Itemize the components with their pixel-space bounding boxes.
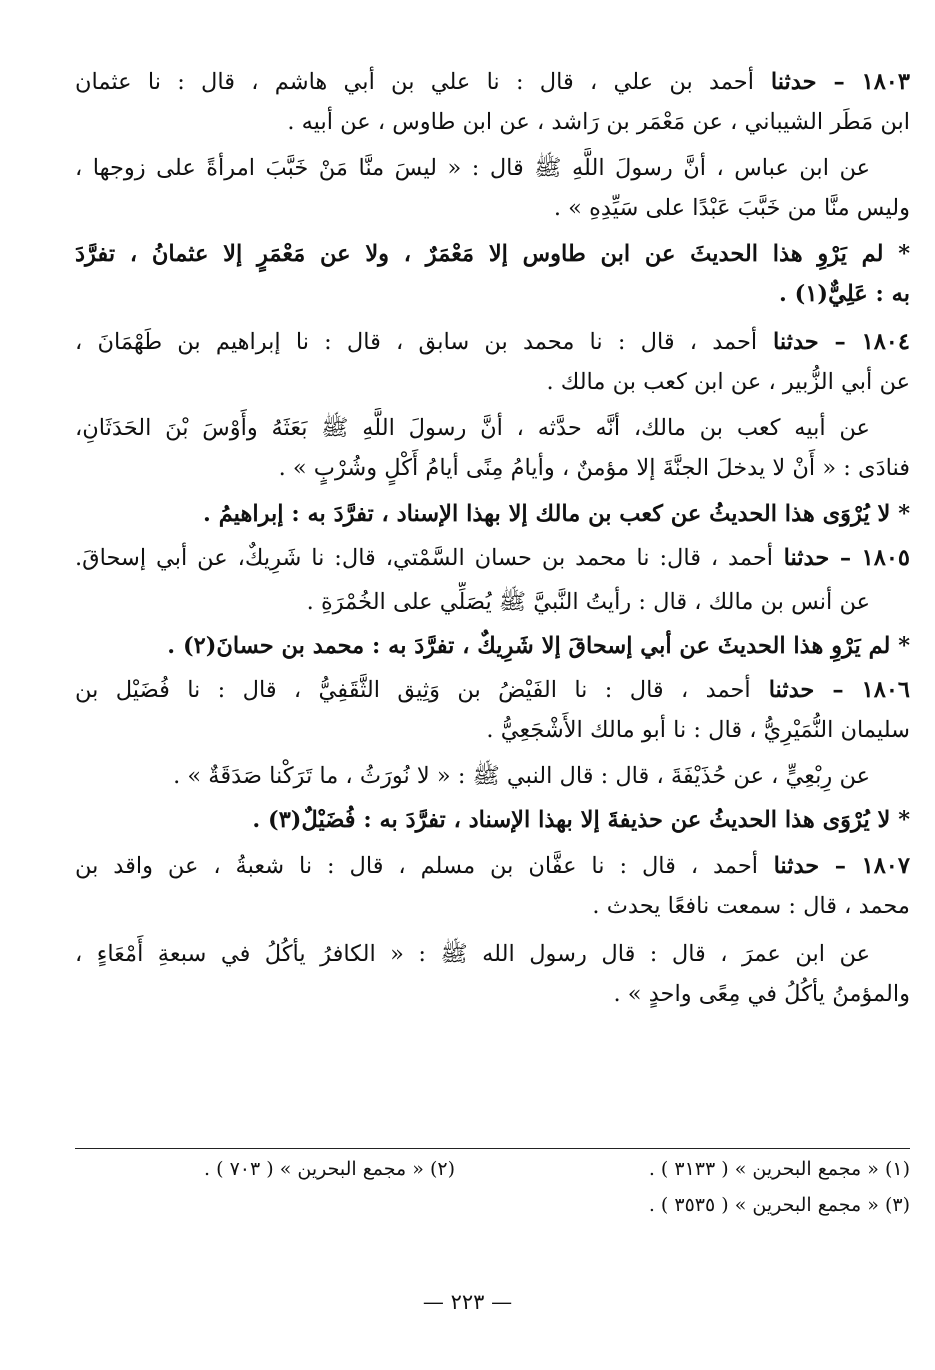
text-line — [75, 448, 910, 488]
line-text: * لم يَرْوِ هذا الحديثَ عن ابن طاوس إلا مَعْمَرٌ ، ولا عن مَعْمَرٍ إلا عثمانُ ، تفرَّدَ — [75, 241, 910, 267]
line-text: وليس منَّا من خَبَّبَ عَبْدًا على سَيِّدِهِ » . — [553, 195, 910, 221]
text-line — [75, 582, 910, 622]
line-text: عن رِبْعِيٍّ ، عن حُذَيْفَةَ ، قال : قال النبي ﷺ : « لا نُورَثُ ، ما تَرَكْنا صَدَقَةٌ » . — [173, 763, 870, 789]
line-text: والمؤمنُ يأكُلُ في مِعًى واحدٍ » . — [613, 981, 910, 1007]
line-text: أحمد ، قال: نا محمد بن حسان السَّمْتي، قال: نا شَرِيكٌ، عن أبي إسحاقَ. — [75, 545, 774, 571]
line-text: * لا يُرْوَى هذا الحديثُ عن حذيفةَ إلا بهذا الإسناد ، تفرَّدَ به : فُضَيْلٌ(٣) . — [252, 807, 910, 833]
hadith-number: ١٨٠٤ – حدثنا — [757, 329, 910, 355]
line-text: محمد ، قال : سمعت نافعًا يحدث . — [592, 893, 910, 919]
hadith-number: ١٨٠٥ – حدثنا — [773, 545, 910, 571]
text-line — [75, 274, 910, 314]
line-gap — [75, 926, 910, 934]
text-line — [75, 362, 910, 402]
text-line — [75, 756, 910, 796]
text-line — [75, 800, 910, 840]
line-text: به : عَلِيٌّ(١) . — [779, 281, 910, 307]
text-line — [75, 934, 910, 974]
text-line — [75, 886, 910, 926]
text-line — [75, 148, 910, 188]
line-text: سليمان النُّمَيْرِيُّ ، قال : نا أبو مالك الأَشْجَعِيُّ . — [486, 717, 910, 743]
line-text: عن ابن عمرَ ، قال : قال رسول الله ﷺ : « الكافرُ يأكُلُ في سبعةِ أَمْعَاءٍ ، — [75, 941, 870, 967]
line-text: فنادَى : « أَنْ لا يدخلَ الجنَّةَ إلا مؤمنٌ ، وأيامُ مِنًى أيامُ أَكْلٍ وشُرْبٍ » . — [278, 455, 910, 481]
line-gap — [75, 314, 910, 322]
text-line — [75, 188, 910, 228]
text-line — [75, 494, 910, 534]
line-text: عن أبيه كعب بن مالك، أنَّه حدَّثه ، أنَّ رسولَ اللَّهِ ﷺ بَعَثَهُ وأَوْسَ بْنَ الحَدَثَانِ، — [75, 415, 870, 441]
footnote-2: (٢) « مجمع البحرين » ( ٧٠٣ ) . — [204, 1158, 455, 1180]
text-line — [75, 974, 910, 1014]
line-text: * لم يَرْوِ هذا الحديثَ عن أبي إسحاقَ إلا شَرِيكٌ ، تفرَّدَ به : محمد بن حسانَ(٢) . — [167, 633, 910, 659]
line-text: أحمد ، قال : نا محمد بن سابق ، قال : نا إبراهيم بن طَهْمَانَ ، — [75, 329, 758, 355]
line-text: أحمد بن علي ، قال : نا علي بن أبي هاشم ، قال : نا عثمان — [75, 69, 754, 95]
hadith-number: ١٨٠٣ – حدثنا — [753, 69, 910, 95]
line-text: * لا يُرْوَى هذا الحديثُ عن كعب بن مالك إلا بهذا الإسناد ، تفرَّدَ به : إبراهيمُ . — [203, 501, 910, 527]
page-number: — ٢٢٣ — — [422, 1290, 513, 1314]
footnote-rule — [75, 1148, 910, 1149]
hadith-number: ١٨٠٧ – حدثنا — [757, 853, 910, 879]
text-line — [75, 408, 910, 448]
line-text: أحمد ، قال : نا الفَيْضُ بن وَثِيق الثَّقَفِيُّ ، قال : نا فُضَيْل بن — [75, 677, 751, 703]
text-line — [75, 102, 910, 142]
hadith-number: ١٨٠٦ – حدثنا — [750, 677, 910, 703]
text-line — [75, 670, 910, 710]
text-line — [75, 234, 910, 274]
text-line — [75, 710, 910, 750]
page-body — [75, 62, 910, 1014]
text-line — [75, 538, 910, 578]
footnote-1: (١) « مجمع البحرين » ( ٣١٣٣ ) . — [648, 1158, 910, 1180]
text-line — [75, 322, 910, 362]
line-text: عن أنس بن مالك ، قال : رأيتُ النَّبيَّ ﷺ يُصَلِّي على الخُمْرَةِ . — [306, 589, 870, 615]
text-line — [75, 846, 910, 886]
text-line — [75, 62, 910, 102]
text-line — [75, 626, 910, 666]
line-text: أحمد ، قال : نا عفَّان بن مسلم ، قال : نا شعبةُ ، عن واقد بن — [75, 853, 758, 879]
line-text: عن أبي الزُّبير ، عن ابن كعب بن مالك . — [546, 369, 910, 395]
line-text: ابن مَطَر الشيباني ، عن مَعْمَر بن رَاشد ، عن ابن طاوس ، عن أبيه . — [287, 109, 910, 135]
line-text: عن ابن عباس ، أنَّ رسولَ اللَّهِ ﷺ قال : « ليسَ منَّا مَنْ خَبَّبَ امرأةً على زوجها ، — [75, 155, 870, 181]
footnote-3: (٣) « مجمع البحرين » ( ٣٥٣٥ ) . — [648, 1194, 910, 1216]
